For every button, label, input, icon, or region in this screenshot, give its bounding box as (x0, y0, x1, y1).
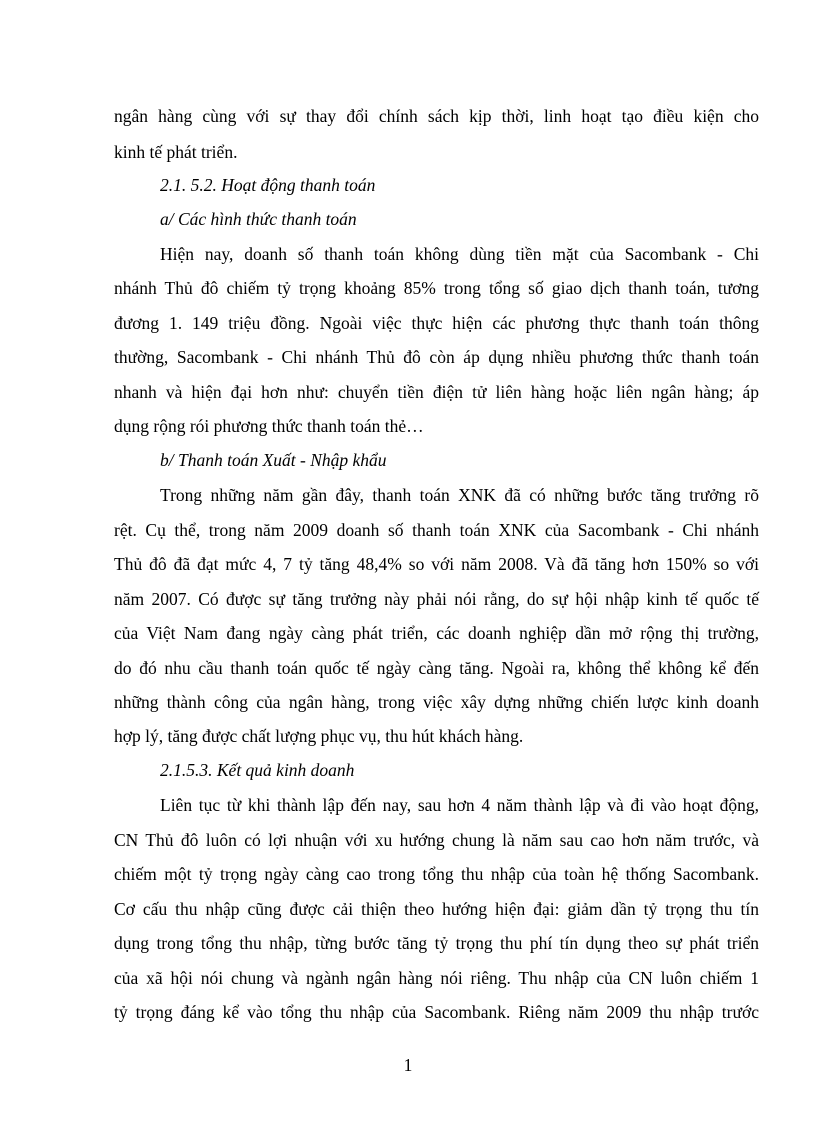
text-line: dụng trong tổng thu nhập, từng bước tăng tỷ trọng thu phí tín dụng theo sự phát triển (114, 933, 759, 953)
text-line: tỷ trọng đáng kể vào tổng thu nhập của Sacombank. Riêng năm 2009 thu nhập trước (114, 1002, 759, 1022)
text-line: do đó nhu cầu thanh toán quốc tế ngày càng tăng. Ngoài ra, không thể không kể đến (114, 658, 759, 678)
text-line: rệt. Cụ thể, trong năm 2009 doanh số thanh toán XNK của Sacombank - Chi nhánh (114, 520, 759, 540)
text-line: CN Thủ đô luôn có lợi nhuận với xu hướng chung là năm sau cao hơn năm trước, và (114, 830, 759, 850)
text-line: của Việt Nam đang ngày càng phát triển, các doanh nghiệp dần mở rộng thị trường, (114, 623, 759, 643)
text-line: hợp lý, tăng được chất lượng phục vụ, thu hút khách hàng. (114, 726, 524, 746)
text-line: nhánh Thủ đô chiếm tỷ trọng khoảng 85% trong tổng số giao dịch thanh toán, tương (114, 278, 759, 298)
text-line: Trong những năm gần đây, thanh toán XNK đã có những bước tăng trưởng rõ (160, 485, 759, 505)
text-line: dụng rộng rói phương thức thanh toán thẻ… (114, 416, 424, 436)
text-line: kinh tế phát triển. (114, 142, 238, 162)
section-heading: 2.1. 5.2. Hoạt động thanh toán (160, 175, 376, 195)
text-line: nhanh và hiện đại hơn như: chuyển tiền điện tử liên hàng hoặc liên ngân hàng; áp (114, 382, 759, 402)
subsection-heading: a/ Các hình thức thanh toán (160, 209, 357, 229)
text-line: ngân hàng cùng với sự thay đổi chính sách kịp thời, linh hoạt tạo điều kiện cho (114, 106, 759, 126)
text-line: Liên tục từ khi thành lập đến nay, sau hơn 4 năm thành lập và đi vào hoạt động, (160, 795, 759, 815)
text-line: chiếm một tỷ trọng ngày càng cao trong tổng thu nhập của toàn hệ thống Sacombank. (114, 864, 759, 884)
text-line: của xã hội nói chung và ngành ngân hàng nói riêng. Thu nhập của CN luôn chiếm 1 (114, 968, 759, 988)
text-line: đương 1. 149 triệu đồng. Ngoài việc thực hiện các phương thực thanh toán thông (114, 313, 759, 333)
subsection-heading: b/ Thanh toán Xuất - Nhập khẩu (160, 450, 387, 470)
text-line: những thành công của ngân hàng, trong việc xây dựng những chiến lược kinh doanh (114, 692, 759, 712)
page-number: 1 (403, 1055, 413, 1075)
text-line: thường, Sacombank - Chi nhánh Thủ đô còn áp dụng nhiều phương thức thanh toán (114, 347, 759, 367)
section-heading: 2.1.5.3. Kết quả kinh doanh (160, 760, 355, 780)
text-line: Cơ cấu thu nhập cũng được cải thiện theo hướng hiện đại: giảm dần tỷ trọng thu tín (114, 899, 759, 919)
text-line: Hiện nay, doanh số thanh toán không dùng tiền mặt của Sacombank - Chi (160, 244, 759, 264)
text-line: Thủ đô đã đạt mức 4, 7 tỷ tăng 48,4% so với năm 2008. Và đã tăng hơn 150% so với (114, 554, 759, 574)
text-line: năm 2007. Có được sự tăng trưởng này phải nói rằng, do sự hội nhập kinh tế quốc tế (114, 589, 759, 609)
